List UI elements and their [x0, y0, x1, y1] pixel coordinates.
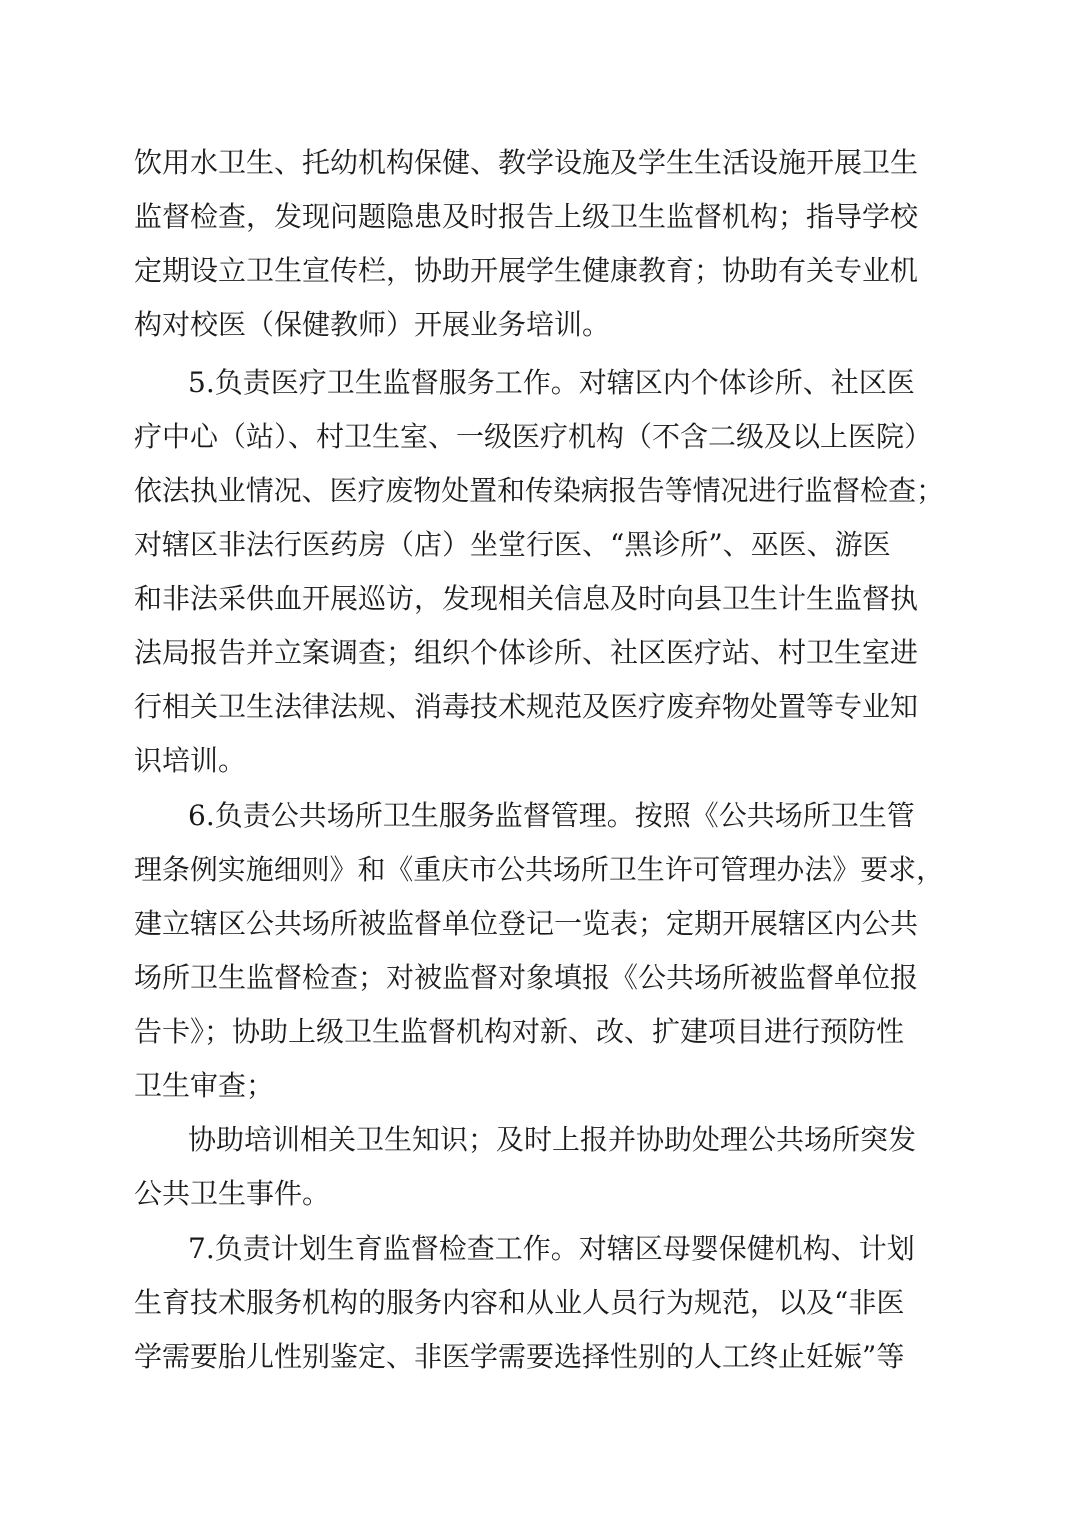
- text-line: 构对校医（保健教师）开展业务培训。: [134, 308, 611, 341]
- text-line: 学需要胎儿性别鉴定、非医学需要选择性别的人工终止妊娠”等: [134, 1340, 905, 1373]
- paragraph-start-line: 7.负责计划生育监督检查工作。对辖区母婴保健机构、计划: [188, 1232, 915, 1265]
- text-line: 卫生审查；: [134, 1069, 275, 1102]
- text-line: 场所卫生监督检查；对被监督对象填报《公共场所被监督单位报: [134, 961, 919, 994]
- text-line: 法局报告并立案调查；组织个体诊所、社区医疗站、村卫生室进: [134, 636, 919, 669]
- text-line: 饮用水卫生、托幼机构保健、教学设施及学生生活设施开展卫生: [134, 146, 919, 179]
- text-line: 依法执业情况、医疗废物处置和传染病报告等情况进行监督检查；: [134, 474, 945, 507]
- paragraph-start-line: 5.负责医疗卫生监督服务工作。对辖区内个体诊所、社区医: [188, 366, 915, 399]
- text-line: 行相关卫生法律法规、消毒技术规范及医疗废弃物处置等专业知: [134, 690, 919, 723]
- text-line: 疗中心（站）、村卫生室、一级医疗机构（不含二级及以上医院）: [134, 420, 933, 453]
- text-line: 监督检查，发现问题隐患及时报告上级卫生监督机构；指导学校: [134, 200, 919, 233]
- text-line: 定期设立卫生宣传栏，协助开展学生健康教育；协助有关专业机: [134, 254, 919, 287]
- text-line: 和非法采供血开展巡访，发现相关信息及时向县卫生计生监督执: [134, 582, 919, 615]
- text-line: 告卡》；协助上级卫生监督机构对新、改、扩建项目进行预防性: [134, 1015, 905, 1048]
- text-line: 公共卫生事件。: [134, 1177, 331, 1210]
- text-line: 理条例实施细则》和《重庆市公共场所卫生许可管理办法》要求，: [134, 853, 945, 886]
- text-line: 识培训。: [134, 744, 247, 777]
- text-line: 对辖区非法行医药房（店）坐堂行医、“黑诊所”、巫医、游医: [134, 528, 891, 561]
- paragraph-start-line: 协助培训相关卫生知识；及时上报并协助处理公共场所突发: [188, 1123, 917, 1156]
- text-line: 建立辖区公共场所被监督单位登记一览表；定期开展辖区内公共: [134, 907, 919, 940]
- text-line: 生育技术服务机构的服务内容和从业人员行为规范，以及“非医: [134, 1286, 905, 1319]
- paragraph-start-line: 6.负责公共场所卫生服务监督管理。按照《公共场所卫生管: [188, 799, 915, 832]
